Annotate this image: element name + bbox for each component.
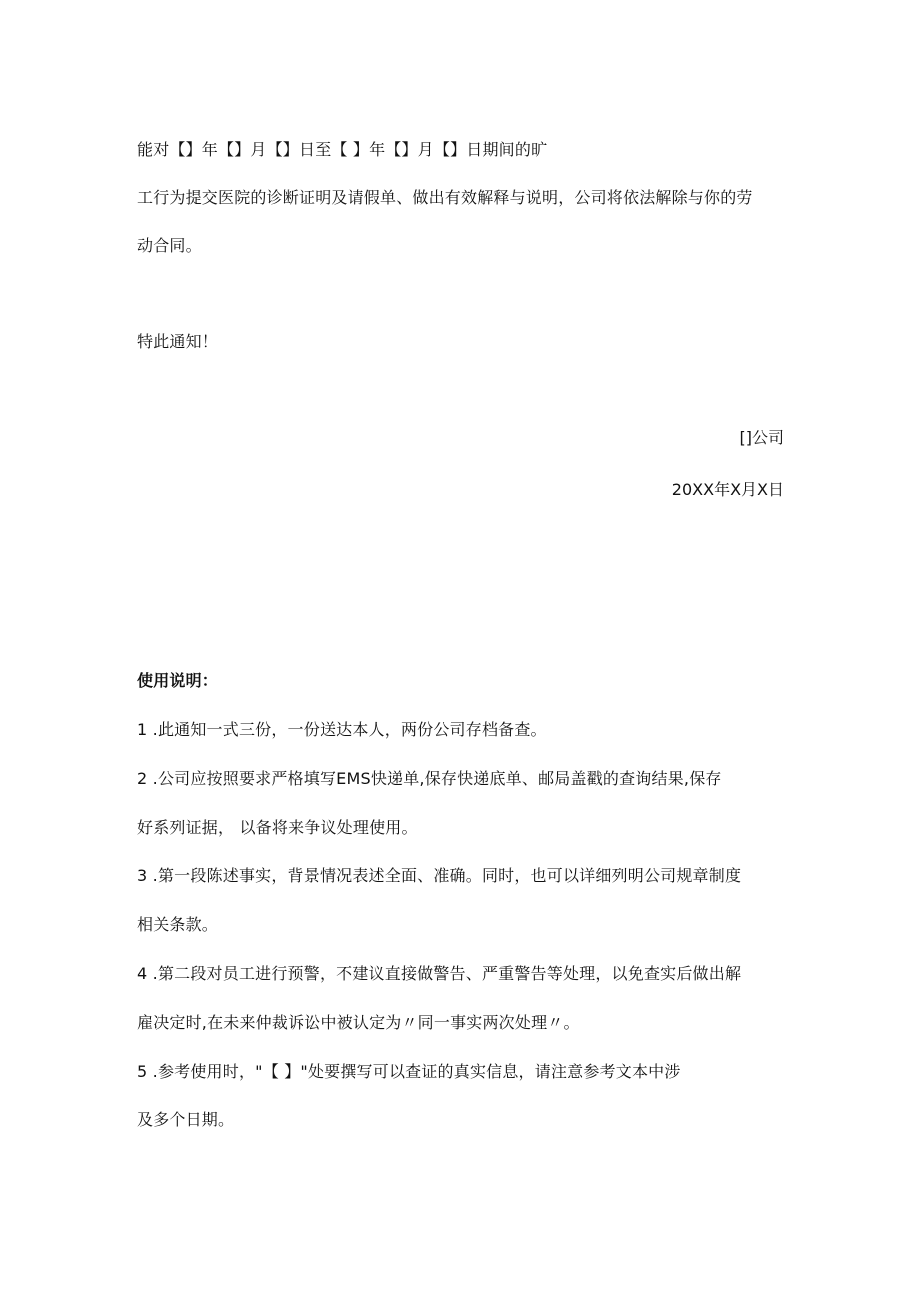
instruction-line: 4 .第二段对员工进行预警，不建议直接做警告、严重警告等处理，以免查实后做出解 (137, 964, 742, 983)
notice-closing: 特此通知！ (137, 332, 219, 351)
notice-line-1: 能对【】年【】月【】日至【 】年【】月【】日期间的旷 (137, 140, 548, 159)
instructions-heading: 使用说明： (137, 671, 219, 690)
notice-line-3: 动合同。 (137, 236, 202, 255)
instruction-line: 3 .第一段陈述事实，背景情况表述全面、准确。同时，也可以详细列明公司规章制度 (137, 866, 742, 885)
instruction-line: 好系列证据， 以备将来争议处理使用。 (137, 818, 418, 837)
signature-company: []公司 (739, 428, 784, 447)
instruction-line: 雇决定时,在未来仲裁诉讼中被认定为〃同一事实两次处理〃。 (137, 1013, 580, 1032)
instruction-line: 5 .参考使用时，"【 】"处要撰写可以查证的真实信息，请注意参考文本中涉 (137, 1062, 681, 1081)
instruction-line: 2 .公司应按照要求严格填写EMS快递单,保存快递底单、邮局盖戳的查询结果,保存 (137, 769, 722, 788)
instruction-line: 相关条款。 (137, 915, 219, 934)
instruction-line: 1 .此通知一式三份，一份送达本人，两份公司存档备查。 (137, 720, 547, 739)
instruction-line: 及多个日期。 (137, 1110, 235, 1129)
signature-date: 20XX年X月X日 (671, 480, 784, 499)
notice-line-2: 工行为提交医院的诊断证明及请假单、做出有效解释与说明，公司将依法解除与你的劳 (137, 188, 753, 207)
